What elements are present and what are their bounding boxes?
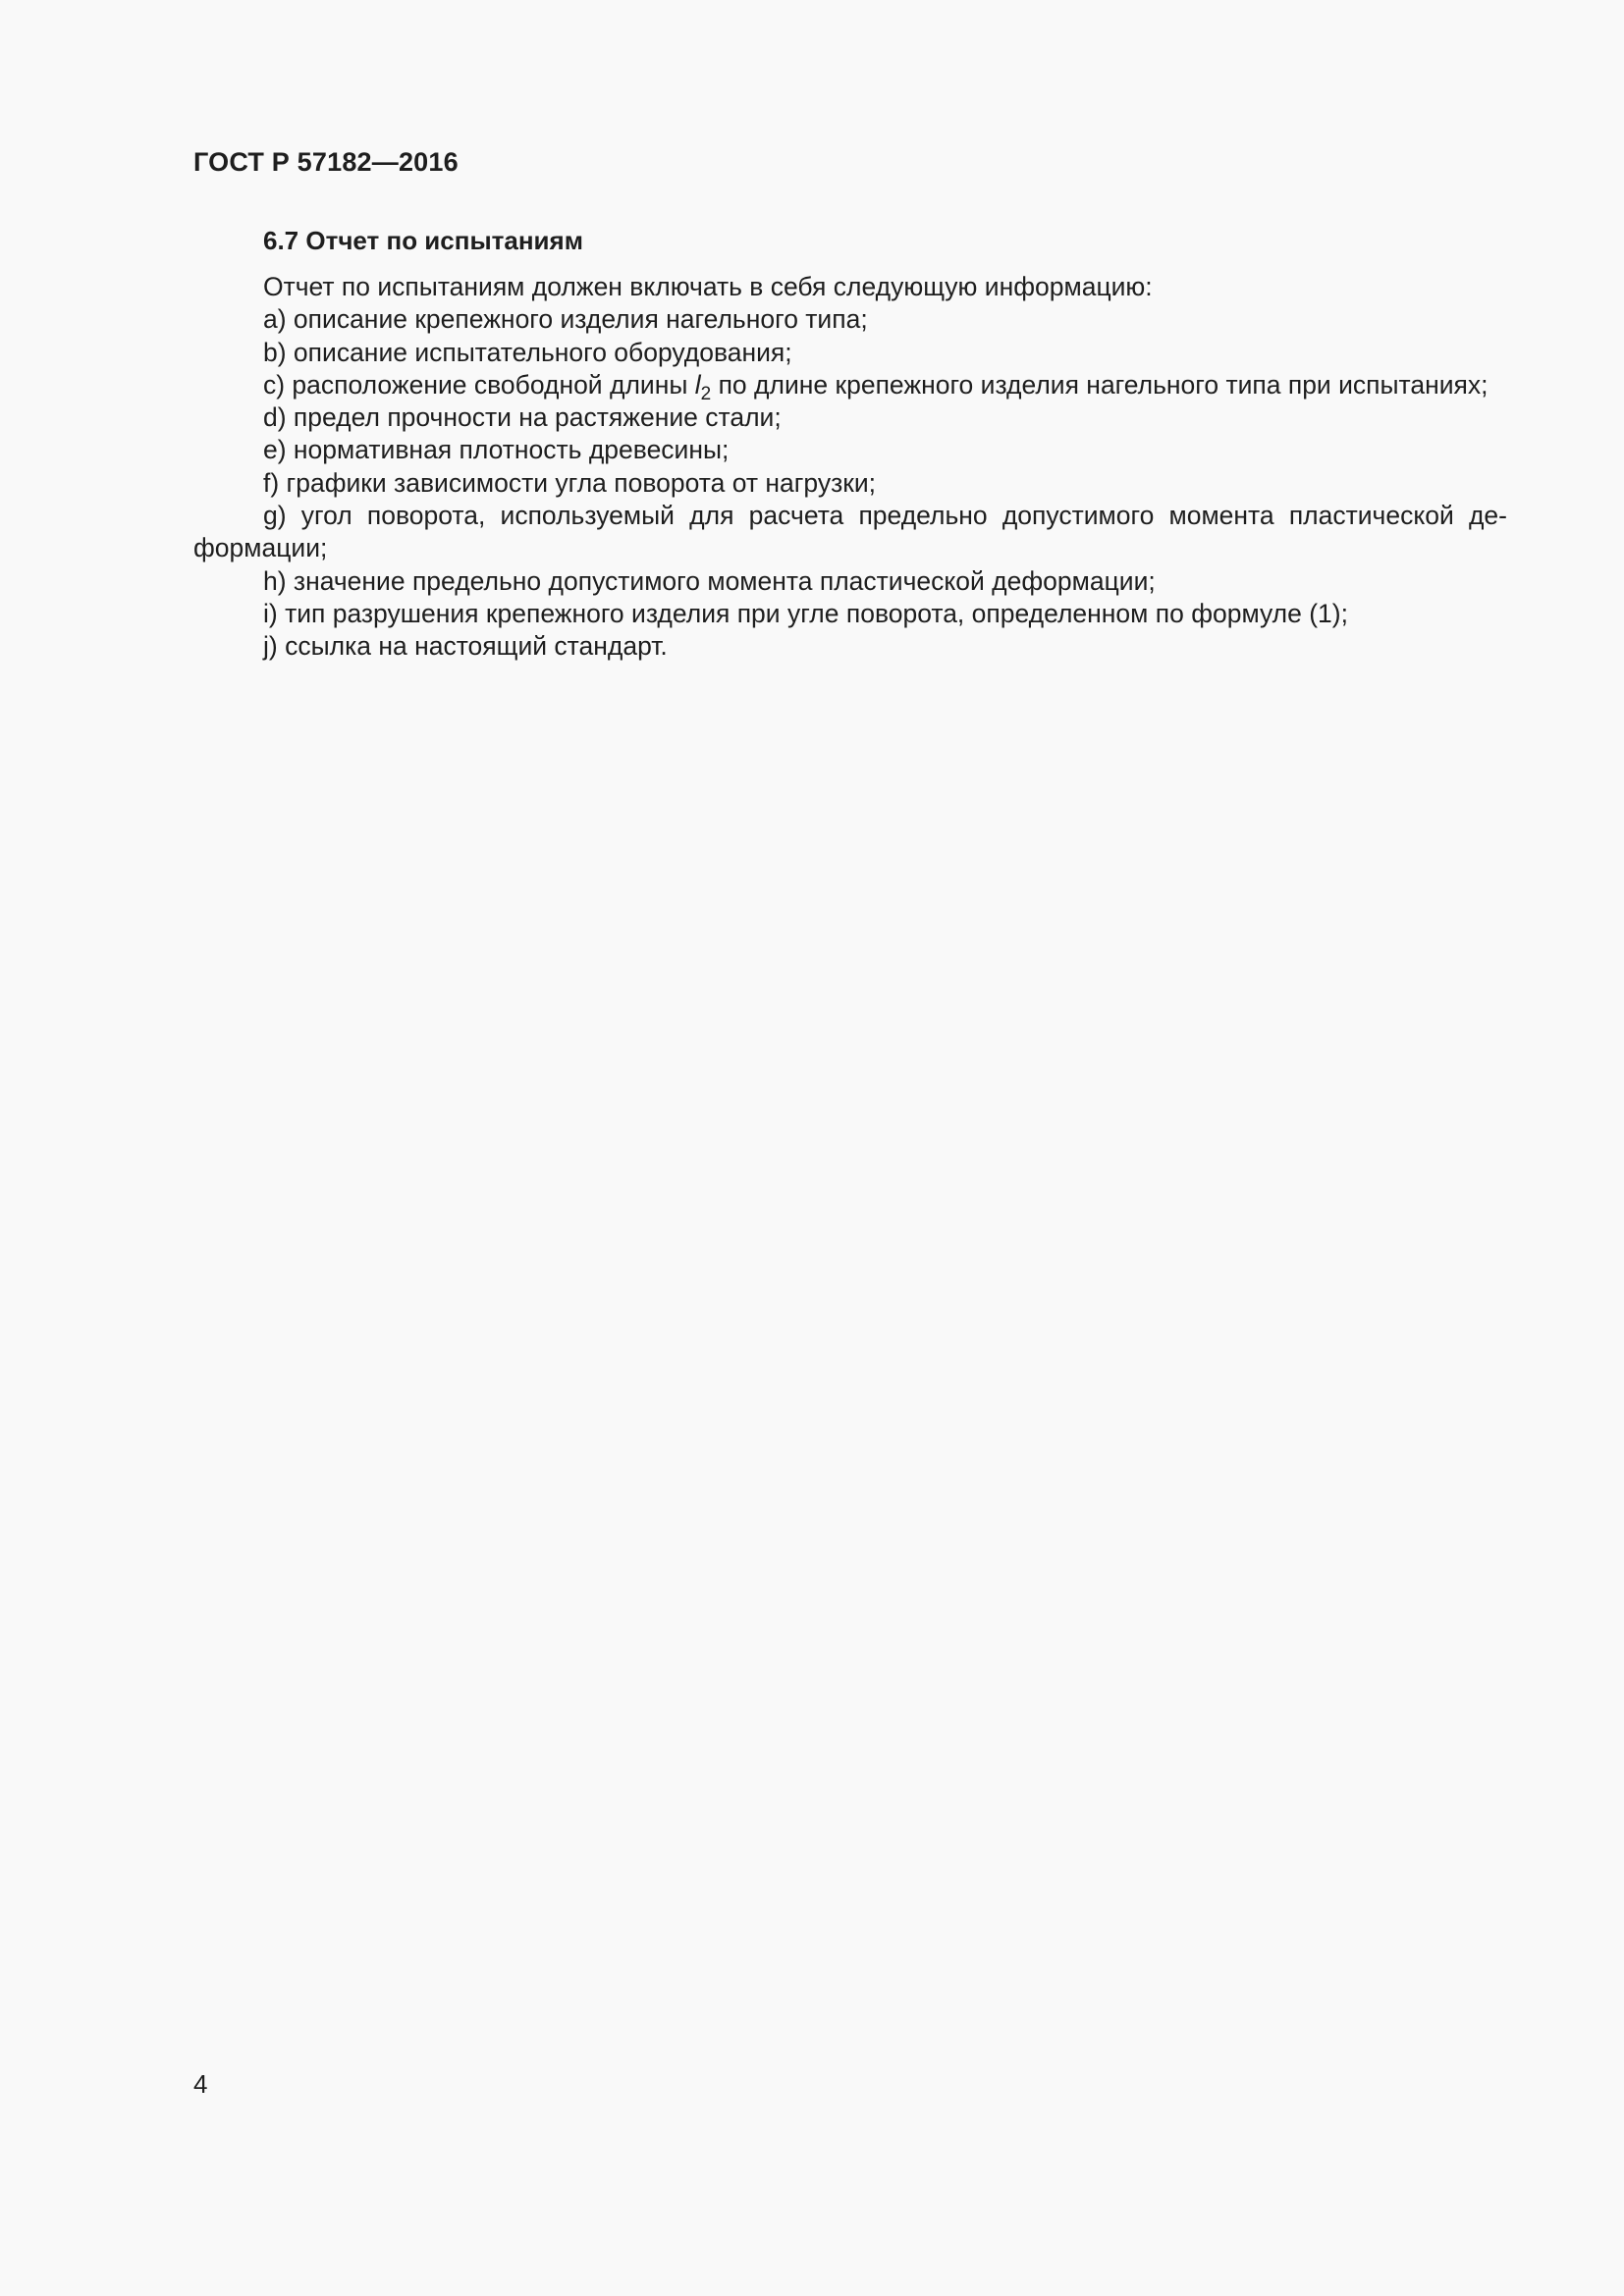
section-content [193, 224, 1507, 664]
list-item-f: f) графики зависимости угла поворота от нагрузки; [263, 467, 877, 498]
list-item-h: h) значение предельно допустимого момента пластической деформации; [263, 565, 1156, 596]
free-length-symbol: l [694, 369, 701, 400]
list-item-d: d) предел прочности на растяжение стали; [263, 402, 782, 433]
list-item-c-text-start: c) расположение свободной длины [263, 369, 695, 400]
section-title: 6.7 Отчет по испытаниям [263, 226, 583, 255]
free-length-subscript: 2 [700, 383, 712, 404]
list-item-i: i) тип разрушения крепежного изделия при угле поворота, определенном по формуле (1); [263, 598, 1348, 628]
section-intro: Отчет по испытаниям должен включать в себя следующую информацию: [263, 272, 1153, 301]
list-item-c-text-end: по длине крепежного изделия нагельного типа при испытаниях; [711, 369, 1489, 400]
list-item-b: b) описание испытательного оборудования; [263, 337, 792, 367]
list-item-a: a) описание крепежного изделия нагельного типа; [263, 304, 868, 335]
list-item-g: g) угол поворота, используемый для расчета предельно допустимого момента пластической деформации; [193, 501, 1507, 563]
list-item-c [193, 369, 1507, 404]
list-item-j: j) ссылка на настоящий стандарт. [263, 631, 668, 662]
document-header-id: ГОСТ Р 57182—2016 [193, 147, 459, 177]
list-item-e: e) нормативная плотность древесины; [263, 435, 730, 465]
page-number: 4 [193, 2069, 208, 2099]
